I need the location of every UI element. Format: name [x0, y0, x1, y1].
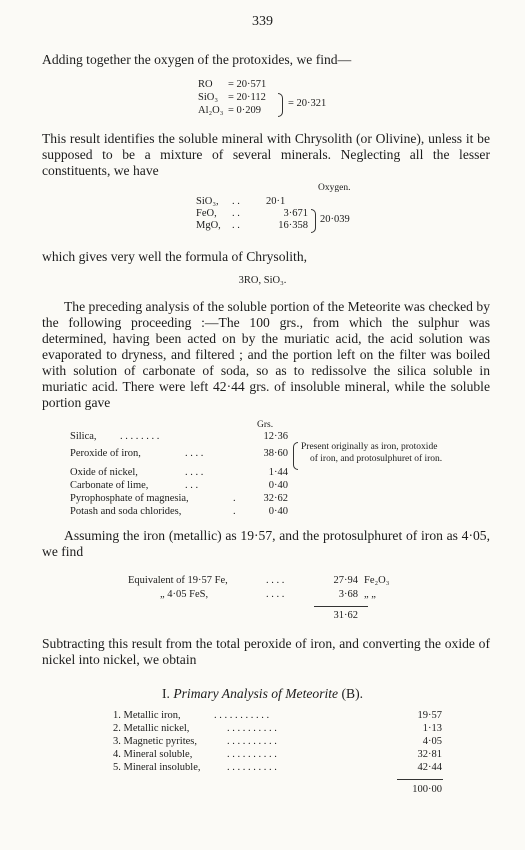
row-value: 0·40: [268, 480, 288, 491]
primary-total: 100·00: [412, 784, 442, 795]
constituent-label: MgO,: [196, 220, 221, 231]
equivalent-label: Equivalent of 19·57 Fe,: [128, 575, 228, 586]
equivalent-label: „ 4·05 FeS,: [160, 589, 209, 600]
row-value: 0·40: [268, 506, 288, 517]
equivalent-unit: Fe₂O₃: [364, 575, 390, 586]
paragraph-3: The preceding analysis of the soluble portion of the Meteorite was checked by the following proceeding :—The 100 grs., from which the sulphur was determined, having been acted on by the muriatic acid, the acid solution was evaporated to dryness, and filtered ; and the portion left on the filter was boiled with solution of carbonate of soda, so as to redissolve the silica soluble in muriatic acid. There were left 42·44 grs. of insoluble mineral, while the soluble portion gave: [42, 299, 490, 410]
equivalent-value: 3·68: [338, 589, 358, 600]
primary-value: 1·13: [422, 723, 442, 734]
dot-leader: . .: [232, 196, 240, 207]
oxide-value: = 20·571: [228, 79, 267, 90]
primary-label: 1. Metallic iron,: [113, 710, 181, 721]
row-value: 1·44: [268, 467, 288, 478]
grs-header: Grs.: [257, 420, 274, 430]
primary-label: 5. Mineral insoluble,: [113, 762, 201, 773]
oxygen-header: Oxygen.: [318, 183, 351, 193]
paragraph-4: Assuming the iron (metallic) as 19·57, and the protosulphuret of iron as 4·05, we find: [42, 528, 490, 559]
oxides-sum: = 20·321: [288, 98, 327, 109]
oxide-label: RO: [198, 79, 213, 90]
brace: [311, 209, 316, 233]
primary-value: 19·57: [417, 710, 442, 721]
oxide-label: SiO₃: [198, 92, 219, 103]
section-heading: [0, 686, 525, 702]
constituents-sum: 20·039: [320, 214, 350, 225]
dot-leader: . .: [232, 208, 240, 219]
dot-leader: . . . . . . . . . .: [227, 723, 277, 734]
brace: [293, 442, 298, 470]
dot-leader: . . .: [185, 480, 199, 491]
section-title: Primary Analysis of Meteorite: [173, 686, 339, 701]
brace: [278, 93, 283, 117]
peroxide-note: Present originally as iron, protoxide: [301, 442, 438, 452]
equivalent-unit: „ „: [364, 589, 376, 600]
dot-leader: . . . .: [185, 448, 204, 459]
constituent-label: FeO,: [196, 208, 217, 219]
dot-leader: . .: [232, 220, 240, 231]
dot-leader: . . . . . . . . . . .: [214, 710, 270, 721]
row-label: Pyrophosphate of magnesia,: [70, 493, 189, 504]
oxide-label: Al₂O₃: [198, 105, 224, 116]
sum-rule: [314, 606, 368, 607]
primary-label: 2. Metallic nickel,: [113, 723, 190, 734]
dot-leader: . . . .: [185, 467, 204, 478]
page-number: 339: [252, 14, 273, 29]
paragraph-2: which gives very well the formula of Chrysolith,: [42, 249, 308, 264]
constituent-value: 20·1: [266, 196, 286, 207]
primary-label: 3. Magnetic pyrites,: [113, 736, 197, 747]
paragraph-5: Subtracting this result from the total peroxide of iron, and converting the oxide of nickel into nickel, we obtain: [42, 636, 490, 667]
dot-leader: .: [233, 493, 236, 504]
dot-leader: . . . .: [266, 589, 285, 600]
intro-text: Adding together the oxygen of the protoxides, we find—: [42, 52, 352, 67]
dot-leader: . . . .: [266, 575, 285, 586]
primary-value: 32·81: [417, 749, 442, 760]
row-label: Oxide of nickel,: [70, 467, 138, 478]
dot-leader: . . . . . . . . . .: [227, 749, 277, 760]
primary-label: 4. Mineral soluble,: [113, 749, 193, 760]
row-label: Potash and soda chlorides,: [70, 506, 182, 517]
oxide-value: = 20·112: [228, 92, 266, 103]
row-label: Carbonate of lime,: [70, 480, 149, 491]
oxide-value: = 0·209: [228, 105, 262, 116]
sum-rule: [397, 779, 443, 780]
section-suffix: (B).: [341, 686, 364, 701]
dot-leader: . . . . . . . .: [120, 431, 160, 442]
dot-leader: . . . . . . . . . .: [227, 736, 277, 747]
constituent-value: 3·671: [283, 208, 308, 219]
row-value: 12·36: [263, 431, 288, 442]
primary-value: 42·44: [417, 762, 442, 773]
primary-value: 4·05: [422, 736, 442, 747]
section-number: I.: [161, 686, 170, 701]
dot-leader: . . . . . . . . . .: [227, 762, 277, 773]
row-label: Silica,: [70, 431, 97, 442]
dot-leader: .: [233, 506, 236, 517]
row-label: Peroxide of iron,: [70, 448, 141, 459]
row-value: 32·62: [263, 493, 288, 504]
equivalent-value: 27·94: [333, 575, 358, 586]
constituent-label: SiO₃,: [196, 196, 219, 207]
row-value: 38·60: [263, 448, 288, 459]
constituent-value: 16·358: [278, 220, 308, 231]
peroxide-note: of iron, and protosulphuret of iron.: [310, 454, 443, 464]
equivalents-total: 31·62: [333, 610, 358, 621]
paragraph-1: This result identifies the soluble mineral with Chrysolith (or Olivine), unless it be supposed to be a mixture of several minerals. Neglecting all the lesser constituents, we have: [42, 131, 490, 178]
formula: 3RO, SiO₃.: [238, 275, 287, 286]
